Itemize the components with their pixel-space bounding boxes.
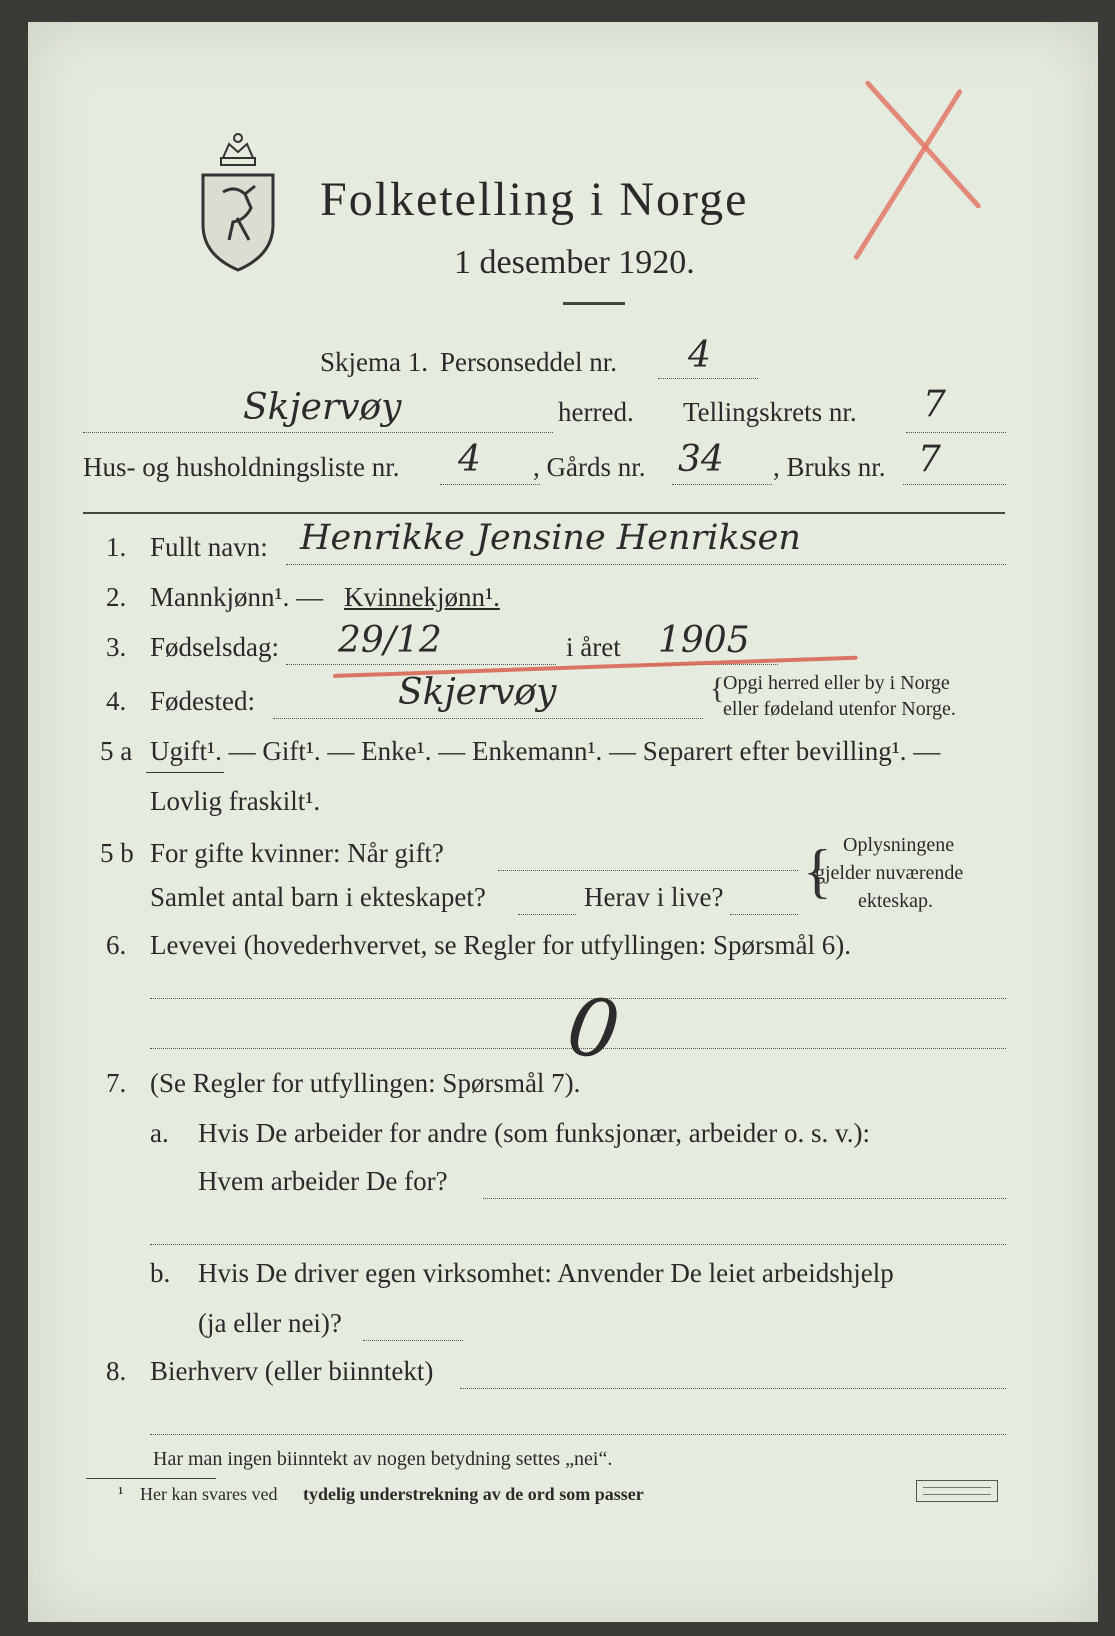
q4-label: Fødested: <box>150 686 255 716</box>
q7b-field-line <box>363 1340 463 1341</box>
gards-value: 34 <box>678 439 724 480</box>
q1-field-line <box>286 564 1006 565</box>
q4-note-brace: { <box>710 672 725 705</box>
q7a-field-line-1 <box>483 1198 1006 1199</box>
q3-birthyear-value: 1905 <box>658 620 750 661</box>
gards-field-line <box>672 484 772 485</box>
q4-birthplace-value: Skjervøy <box>398 672 557 713</box>
tellingskrets-field-line <box>906 432 1006 433</box>
header-separator <box>83 512 1005 514</box>
skjema-label: Skjema 1. <box>320 347 428 377</box>
q6-number: 6. <box>106 930 127 960</box>
q5b-number: 5 b <box>100 838 134 868</box>
q5a-options: Ugift¹. — Gift¹. — Enke¹. — Enkemann¹. — Separert efter bevilling¹. — <box>150 736 941 766</box>
q7a-number: a. <box>150 1118 169 1148</box>
form-title: Folketelling i Norge <box>320 173 749 226</box>
tellingskrets-value: 7 <box>923 384 946 425</box>
q8-field-line-2 <box>150 1434 1006 1435</box>
q1-value: Henrikke Jensine Henriksen <box>300 518 801 558</box>
q5b-children-field-line <box>518 914 576 915</box>
coat-of-arms-icon <box>193 130 283 275</box>
q3-number: 3. <box>106 632 127 662</box>
q5b-married-label: For gifte kvinner: Når gift? <box>150 838 444 868</box>
q7a-field-line-2 <box>150 1244 1006 1245</box>
footnote-marker: ¹ <box>118 1483 124 1503</box>
q5b-children-label: Samlet antal barn i ekteskapet? <box>150 882 486 912</box>
footnote-text: Her kan svares ved <box>140 1484 278 1504</box>
biinntekt-note: Har man ingen biinntekt av nogen betydning settes „nei“. <box>153 1448 613 1470</box>
tellingskrets-label: Tellingskrets nr. <box>683 397 857 427</box>
q4-note-line2: eller fødeland utenfor Norge. <box>723 698 956 720</box>
q5b-note-line3: ekteskap. <box>858 890 933 912</box>
q8-number: 8. <box>106 1356 127 1386</box>
q7a-line2: Hvem arbeider De for? <box>198 1166 448 1196</box>
q1-number: 1. <box>106 532 127 562</box>
husliste-value: 4 <box>458 439 481 480</box>
q5b-note-line1: Oplysningene <box>843 834 955 856</box>
herred-value: Skjervøy <box>243 387 402 428</box>
husliste-field-line <box>440 484 540 485</box>
footnote-divider <box>86 1478 216 1479</box>
title-divider <box>563 302 625 305</box>
q4-field-line <box>273 718 703 719</box>
q5a-number: 5 a <box>100 736 133 766</box>
q2-female-option: Kvinnekjønn¹. <box>344 582 500 612</box>
q4-note-line1: Opgi herred eller by i Norge <box>723 672 950 694</box>
census-date: 1 desember 1920. <box>454 244 695 281</box>
herred-label: herred. <box>558 397 634 427</box>
q8-field-line-1 <box>460 1388 1006 1389</box>
q7a-line1: Hvis De arbeider for andre (som funksjonær, arbeider o. s. v.): <box>198 1118 870 1148</box>
q3-date-field-line <box>286 664 556 665</box>
bruks-field-line <box>903 484 1006 485</box>
q5b-alive-field-line <box>730 914 798 915</box>
q5a-ugift-underline <box>146 772 224 773</box>
q6-label: Levevei (hovederhvervet, se Regler for utfyllingen: Spørsmål 6). <box>150 930 852 960</box>
q7b-number: b. <box>150 1258 171 1288</box>
herred-field-line <box>83 432 553 433</box>
q3-year-label: i året <box>566 632 621 662</box>
q2-male-option: Mannkjønn¹. — <box>150 582 324 612</box>
bruks-value: 7 <box>918 439 941 480</box>
personseddel-field-line <box>658 378 758 379</box>
q5b-note-line2: gjelder nuværende <box>815 862 964 884</box>
q3-birthdate-value: 29/12 <box>338 620 442 661</box>
q5b-alive-label: Herav i live? <box>584 882 724 912</box>
q7b-line2: (ja eller nei)? <box>198 1308 342 1338</box>
gards-label: , Gårds nr. <box>533 452 646 482</box>
q7b-line1: Hvis De driver egen virksomhet: Anvender De leiet arbeidshjelp <box>198 1258 894 1288</box>
q6-pencil-mark: 0 <box>561 978 626 1079</box>
q7-label: (Se Regler for utfyllingen: Spørsmål 7). <box>150 1068 581 1098</box>
q5a-fraskilt-option: Lovlig fraskilt¹. <box>150 786 321 816</box>
q2-number: 2. <box>106 582 127 612</box>
husliste-label: Hus- og husholdningsliste nr. <box>83 452 400 482</box>
q5b-note-brace: { <box>803 838 832 904</box>
q8-label: Bierhverv (eller biinntekt) <box>150 1356 434 1386</box>
q7-number: 7. <box>106 1068 127 1098</box>
personseddel-label: Personseddel nr. <box>440 347 617 377</box>
printer-stamp <box>916 1480 998 1502</box>
footnote-emphasis: tydelig understrekning av de ord som passer <box>303 1484 644 1504</box>
q4-number: 4. <box>106 686 127 716</box>
q5b-married-field-line <box>498 870 798 871</box>
q1-label: Fullt navn: <box>150 532 268 562</box>
census-form-sheet <box>28 22 1098 1622</box>
personseddel-value: 4 <box>688 335 711 376</box>
q3-label: Fødselsdag: <box>150 632 280 662</box>
bruks-label: , Bruks nr. <box>773 452 886 482</box>
